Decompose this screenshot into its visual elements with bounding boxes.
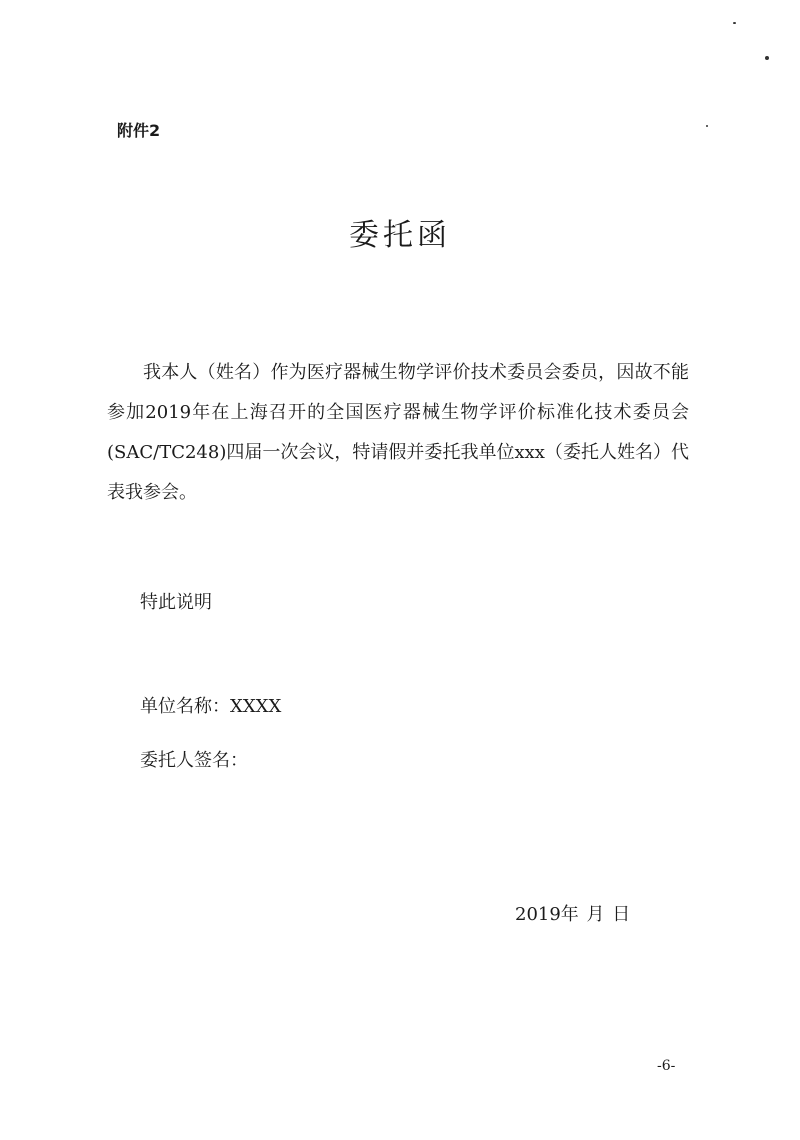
body-paragraph: 我本人（姓名）作为医疗器械生物学评价技术委员会委员，因故不能参加2019年在上海召开的全国医疗器械生物学评价标准化技术委员会(SAC/TC248)四届一次会议，特请假并委托我单位xxx（委托人姓名）代表我参会。 xyxy=(107,362,689,503)
unit-name-line: 单位名称：XXXX xyxy=(140,696,282,717)
scan-speck xyxy=(733,22,736,24)
date-line: 2019年 月 日 xyxy=(515,904,631,925)
document-title: 委托函 xyxy=(349,218,451,253)
scan-speck xyxy=(765,56,769,60)
scan-speck xyxy=(706,125,708,127)
remark-text: 特此说明 xyxy=(140,592,212,613)
attachment-label: 附件2 xyxy=(117,121,161,140)
page-number: -6- xyxy=(657,1058,676,1074)
signer-line: 委托人签名： xyxy=(140,750,248,771)
